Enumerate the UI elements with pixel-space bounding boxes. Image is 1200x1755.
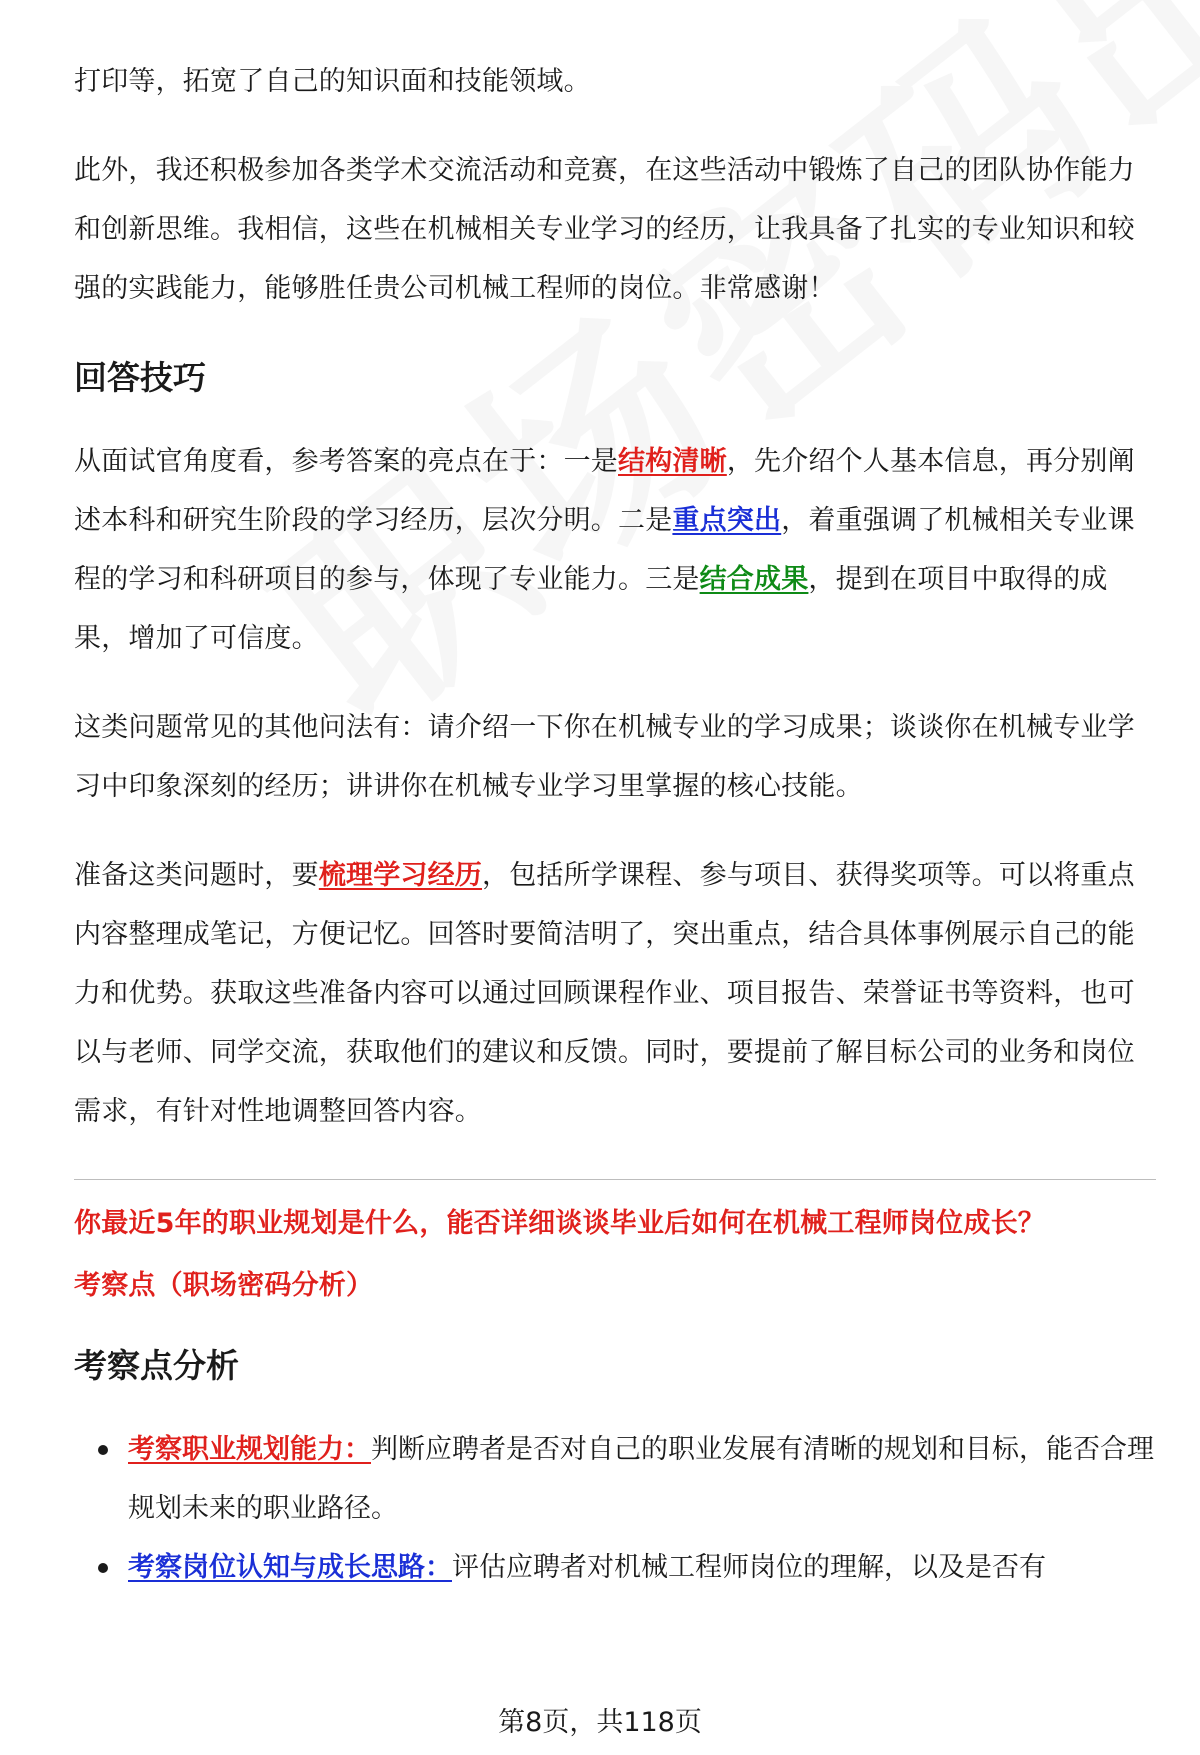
question-subtitle: 考察点（职场密码分析） — [74, 1270, 374, 1301]
highlight-key-points: 重点突出 — [672, 505, 782, 536]
tips-p1-text-3: ，着重强调了机械相关专业课程的学习和科研项目的参与，体现了专业能力。三是 — [74, 505, 1135, 595]
tips-p3-text-2: ，包括所学课程、参与项目、获得奖项等。可以将重点内容整理成笔记，方便记忆。回答时要简洁明了，突出重点，结合具体事例展示自己的能力和优势。获取这些准备内容可以通过回顾课程作业、项目报告、荣誉证书等资料，也可以与老师、同学交流，获取他们的建议和反馈。同时，要提前了解目标公司的业务和岗位需求，有针对性地调整回答内容。 — [74, 860, 1135, 1127]
highlight-combine-results: 结合成果 — [699, 564, 809, 595]
document-page — [74, 52, 1156, 1597]
tips-p1-text-2: ，先介绍个人基本信息，再分别阐述本科和研究生阶段的学习经历，层次分明。二是 — [74, 446, 1135, 536]
analysis-item-text: 评估应聘者对机械工程师岗位的理解，以及是否有 — [452, 1552, 1046, 1583]
analysis-item-label: 考察岗位认知与成长思路： — [128, 1552, 452, 1583]
tips-paragraph-2: 这类问题常见的其他问法有：请介绍一下你在机械专业的学习成果；谈谈你在机械专业学习中印象深刻的经历；讲讲你在机械专业学习里掌握的核心技能。 — [74, 712, 1135, 802]
page-footer: 第8页，共118页 — [498, 1707, 702, 1738]
tips-paragraph-3 — [74, 846, 1156, 1141]
section-divider — [74, 1179, 1156, 1180]
highlight-structure-clear: 结构清晰 — [618, 446, 727, 477]
list-item — [128, 1420, 1156, 1538]
analysis-list — [74, 1420, 1156, 1597]
list-item — [128, 1538, 1156, 1597]
question-title: 你最近5年的职业规划是什么，能否详细谈谈毕业后如何在机械工程师岗位成长？ — [74, 1208, 1045, 1239]
highlight-sort-experience: 梳理学习经历 — [318, 860, 483, 891]
intro-paragraph-2: 此外，我还积极参加各类学术交流活动和竞赛，在这些活动中锻炼了自己的团队协作能力和创新思维。我相信，这些在机械相关专业学习的经历，让我具备了扎实的专业知识和较强的实践能力，能够胜任贵公司机械工程师的岗位。非常感谢！ — [74, 155, 1135, 304]
analysis-heading: 考察点分析 — [74, 1346, 239, 1385]
analysis-item-label: 考察职业规划能力： — [128, 1434, 371, 1465]
analysis-item-text: 判断应聘者是否对自己的职业发展有清晰的规划和目标，能否合理规划未来的职业路径。 — [128, 1434, 1154, 1524]
tips-heading: 回答技巧 — [74, 358, 206, 397]
tips-p3-text-1: 准备这类问题时，要 — [74, 860, 319, 891]
tips-p1-text-4: ，提到在项目中取得的成果，增加了可信度。 — [74, 564, 1108, 654]
intro-paragraph-1: 打印等，拓宽了自己的知识面和技能领域。 — [74, 66, 591, 97]
bullet-icon — [98, 1563, 108, 1573]
tips-paragraph-1 — [74, 432, 1156, 668]
bullet-icon — [98, 1445, 108, 1455]
tips-p1-text-1: 从面试官角度看，参考答案的亮点在于：一是 — [74, 446, 618, 477]
